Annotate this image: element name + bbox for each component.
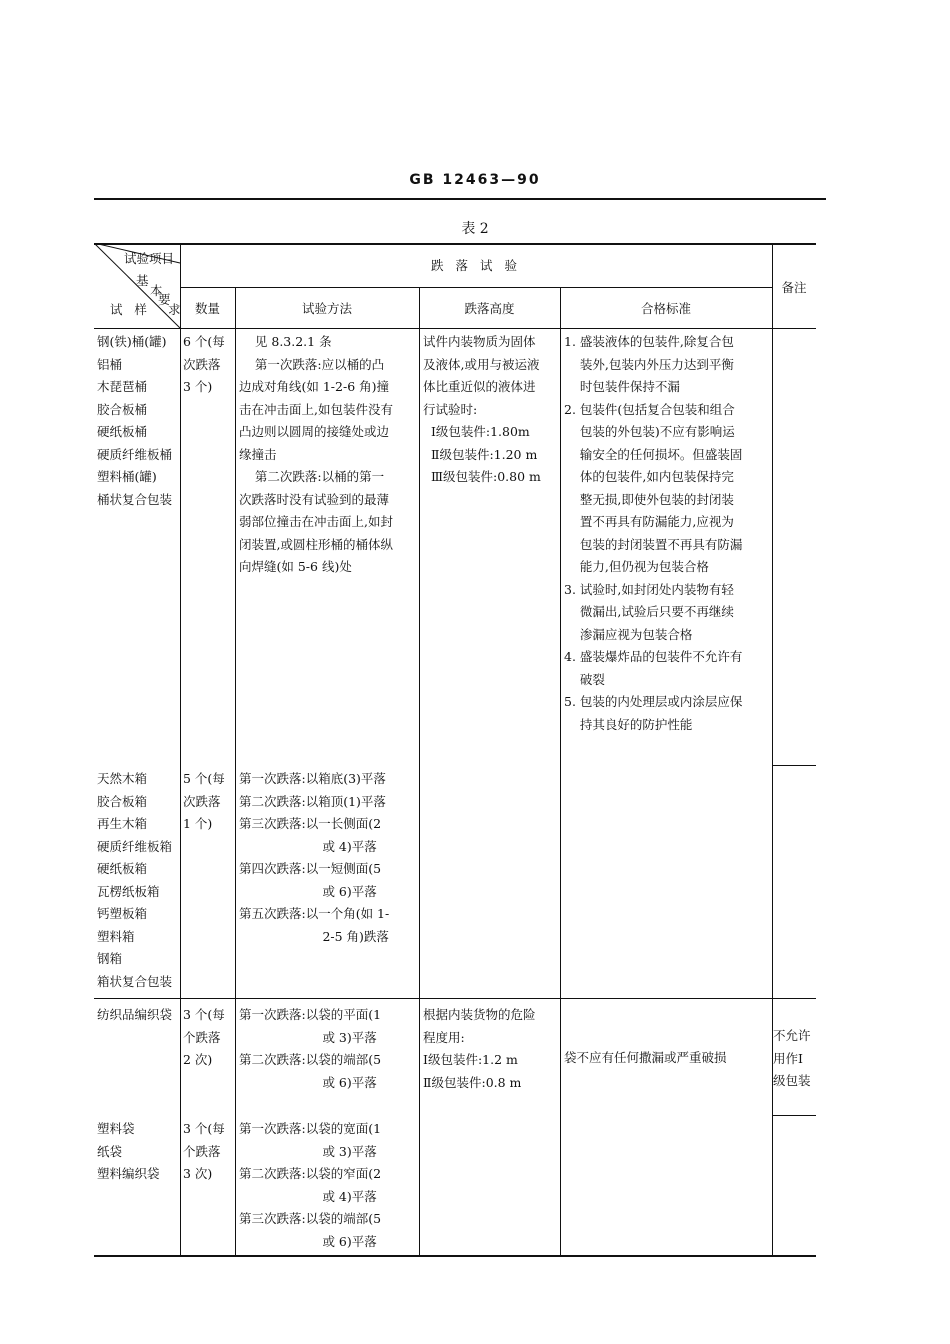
- sec2-method: 第一次跌落:以箱底(3)平落 第二次跌落:以箱顶(1)平落 第三次跌落:以一长侧面(2 或 4)平落 第四次跌落:以一短侧面(5 或 6)平落 第五次跌落:以一个角(如 1- 2-5 角)跌落: [239, 771, 390, 944]
- sec3-height: 根据内装货物的危险 程度用: Ⅰ级包装件:1.2 m Ⅱ级包装件:0.8 m: [423, 1007, 536, 1090]
- standard-code: GB 12463—90: [409, 172, 541, 188]
- sec3-samples: 纺织品编织袋: [97, 1007, 173, 1022]
- header-sample: 试 样: [110, 302, 147, 317]
- table-top-line: [94, 243, 816, 245]
- header-drop-height: 跌落高度: [464, 301, 515, 316]
- sec2-samples: 天然木箱 胶合板箱 再生木箱 硬质纤维板箱 硬纸板箱 瓦楞纸板箱 钙塑板箱 塑料箱 钢箱 箱状复合包装: [97, 771, 173, 989]
- sec1-height: 试件内装物质为固体 及液体,或用与被运液 体比重近似的液体进 行试验时: Ⅰ级包装件:1.80m Ⅱ级包装件:1.20 m Ⅲ级包装件:0.80 m: [423, 334, 541, 484]
- header-req-4: 求: [168, 302, 181, 317]
- sec3-method: 第一次跌落:以袋的平面(1 或 3)平落 第二次跌落:以袋的端部(5 或 6)平落: [239, 1007, 382, 1090]
- sec1-quantity: 6 个(每 次跌落 3 个): [183, 334, 225, 394]
- header-drop-test: 跌 落 试 验: [431, 258, 521, 273]
- table-title: 表 2: [461, 221, 489, 237]
- sec3-quantity: 3 个(每 个跌落 2 次): [183, 1007, 225, 1067]
- header-req-3: 要: [158, 292, 171, 307]
- sec2-quantity: 5 个(每 次跌落 1 个): [183, 771, 225, 831]
- sec3-criteria: 袋不应有任何撒漏或严重破损: [564, 1050, 727, 1065]
- header-method: 试验方法: [301, 301, 352, 316]
- col-line-1: [180, 243, 181, 1255]
- sec1-criteria: 1. 盛装液体的包装件,除复合包 装外,包装内外压力达到平衡 时包装件保持不漏 2. 包装件(包括复合包装和组合 包装的外包装)不应有影响运 输安全的任何损坏。但盛装固 体的包装件,如内包装保持完 整无损,即使外包装的封闭装 置不再具有防漏能力,应视为 包装的封闭装置不再具有防漏 能力,但仍视为包装合格 3. 试验时,如封闭处内装物有轻 微漏出,试验后只要不再继续 渗漏应视为包装合格 4. 盛装爆炸品的包装件不允许有 破裂 5. 包装的内处理层或内涂层应保 持其良好的防护性能: [564, 334, 743, 732]
- header-rule: [94, 198, 826, 200]
- header-criteria: 合格标准: [640, 301, 691, 316]
- sec4-samples: 塑料袋 纸袋 塑料编织袋: [97, 1121, 160, 1181]
- sec4-method: 第一次跌落:以袋的宽面(1 或 3)平落 第二次跌落:以袋的窄面(2 或 4)平落 第三次跌落:以袋的端部(5 或 6)平落: [239, 1121, 382, 1249]
- sec4-quantity: 3 个(每 个跌落 3 次): [183, 1121, 225, 1181]
- section3-top-line: [94, 998, 816, 999]
- sec3-remark: 不允许 用作Ⅰ 级包装: [773, 1028, 811, 1088]
- header-remark: 备注: [781, 280, 807, 295]
- table-bottom-line: [94, 1255, 816, 1257]
- remark-divider-2: [772, 1115, 816, 1116]
- header-test-item: 试验项目: [124, 251, 175, 266]
- header-bottom-line: [94, 328, 816, 329]
- header-quantity: 数量: [194, 301, 220, 316]
- col-line-4: [560, 287, 561, 1255]
- sec1-samples: 钢(铁)桶(罐) 铝桶 木琵琶桶 胶合板桶 硬纸板桶 硬质纤维板桶 塑料桶(罐) 桶状复合包装: [97, 334, 173, 507]
- remark-divider-1: [772, 765, 816, 766]
- col-line-3: [419, 287, 420, 1255]
- col-line-5: [772, 243, 773, 1255]
- sec1-method: 见 8.3.2.1 条 第一次跌落:应以桶的凸 边成对角线(如 1-2-6 角)撞 击在冲击面上,如包装件没有 凸边则以圆周的接缝处或边 缘撞击 第二次跌落:以桶的第一 次跌落时没有试验到的最薄 弱部位撞击在冲击面上,如封 闭装置,或圆柱形桶的桶体纵 向焊缝(如 5-6 线)处: [239, 334, 393, 574]
- header-req-1: 基: [136, 273, 149, 288]
- col-line-2: [235, 287, 236, 1255]
- header-mid-line: [180, 287, 772, 288]
- header-req-2: 本: [150, 283, 163, 298]
